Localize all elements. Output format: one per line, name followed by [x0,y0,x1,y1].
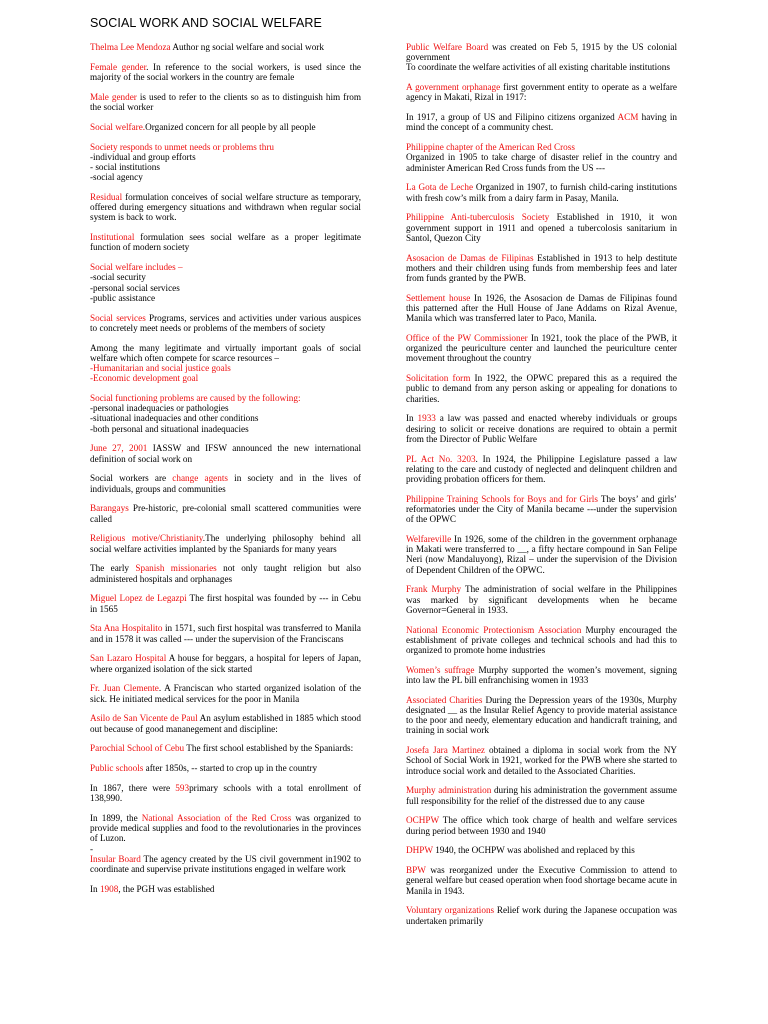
highlighted-term: Fr. Juan Clemente [90,683,159,694]
highlighted-term: PL Act No. 3203 [406,453,476,464]
highlighted-term: Public Welfare Board [406,42,489,52]
highlighted-term: June 27, 2001 [90,443,148,454]
entry-definition: In [406,413,418,424]
highlighted-term: Social welfare. [90,121,146,132]
glossary-entry [406,454,677,485]
glossary-entry [406,534,677,575]
entry-definition: A house for beggars, a hospital for lepers of Japan, where organized isolation of the sick started [90,653,361,674]
highlighted-term: National Economic Protectionism Association [406,624,582,635]
glossary-entry [90,813,361,854]
entry-definition: The boys’ and girls’ reformatories under the City of Manila became ---under the supervision of the OPWC [406,493,677,525]
entry-definition: after 1850s, -- started to crop up in the country [143,763,318,774]
highlighted-term: San Lazaro Hospital [90,653,167,664]
highlighted-term: A government orphanage [406,82,501,93]
entry-text [406,182,677,202]
glossary-entry [406,253,677,284]
glossary-entry [90,884,361,894]
right-column [406,42,677,935]
highlighted-term: Barangays [90,503,129,514]
highlighted-term: Insular Board [90,853,141,864]
entry-text [90,473,361,493]
entry-text [406,534,677,575]
entry-text [90,443,361,463]
left-column [90,42,361,904]
highlighted-term: Residual [90,192,123,202]
entry-text [90,313,361,333]
entry-definition: in society and in the lives of individuals, groups and communities [90,473,361,494]
entry-text [90,854,361,874]
entry-definition: Among the many legitimate and virtually important goals of social welfare which often compete for scarce resources – [90,342,361,363]
glossary-entry [406,494,677,525]
entry-line: - [90,843,94,854]
entry-definition: Pre-historic, pre-colonial small scattered communities were called [90,503,361,524]
highlighted-term: Social welfare includes – [90,262,183,273]
entry-definition: not only taught religion but also administered hospitals and orphanages [90,563,362,584]
glossary-entry [90,343,361,384]
entry-text [90,743,361,753]
entry-definition: is used to refer to the clients so as to distinguish him from the social worker [90,91,361,112]
entry-definition: In 1917, a group of US and Filipino citizens organized [406,112,618,123]
glossary-entry [406,212,677,243]
glossary-entry [90,142,361,183]
glossary-entry [90,122,361,132]
glossary-entry [406,695,677,736]
entry-definition: .The underlying philosophy behind all social welfare activities implanted by the Spaniards for many years [90,533,361,554]
glossary-entry [406,785,677,805]
glossary-entry [90,443,361,463]
highlighted-term: Asilo de San Vicente de Paul [90,713,198,724]
entry-definition: , the PGH was established [118,883,215,894]
glossary-entry [406,845,677,855]
entry-text [90,563,361,583]
entry-text [90,763,361,773]
entry-text [406,454,677,485]
entry-text [406,665,677,685]
entry-definition: In 1922, the OPWC prepared this as a required the public to demand from any person asking or appealing for donations to charities. [406,373,677,404]
highlighted-term: Religious motive/Christianity [90,533,203,544]
highlighted-line: -Humanitarian and social justice goals [90,363,231,374]
entry-text [406,865,677,896]
glossary-entry [90,473,361,493]
entry-definition: In 1926, some of the children in the government orphanage in Makati were transferred to __, a fifty hectare compound in San Felipe Neri (now Mandaluyong), Rizal – under the supervision of the Division of Dependent Children of the OPWC. [406,534,677,575]
entry-text [90,142,361,152]
entry-definition: In 1867, there were [90,783,176,794]
glossary-entry [90,563,361,583]
entry-definition: Established in 1910, it won government support in 1911 and opened a tubercolosis sanitarium in Santol, Quezon City [406,212,677,243]
entry-text [90,884,361,894]
highlighted-term: Miguel Lopez de Legazpi [90,593,187,604]
glossary-entry [406,584,677,615]
highlighted-term: Philippine Training Schools for Boys and for Girls [406,493,598,504]
entry-line: -social security [90,272,146,283]
glossary-entry [90,393,361,434]
highlighted-term: Settlement house [406,292,471,303]
entry-definition: In 1921, took the place of the PWB, it organized the peuriculture center and launched the peuriculture center movement throughout the country [406,333,678,364]
entry-text [406,815,677,835]
entry-definition: Organized in 1907, to furnish child-caring institutions with fresh cow’s milk from a dairy farm in Pasay, Manila. [406,182,677,203]
entry-definition: IASSW and IFSW announced the new international definition of social work on [90,443,361,464]
glossary-entry [90,653,361,673]
entry-text [90,192,361,223]
highlighted-term: Spanish missionaries [135,563,217,574]
highlighted-term: Parochial School of Cebu [90,743,185,754]
entry-text [90,393,361,403]
highlighted-term: Philippine chapter of the American Red Cross [406,142,575,153]
glossary-entry [406,865,677,896]
highlighted-term: Male gender [90,91,137,102]
entry-definition: Programs, services and activities under various auspices to concretely meet needs or problems of the members of society [90,312,361,333]
highlighted-term: Philippine Anti-tuberculosis Society [406,212,550,223]
highlighted-term: OCHPW [406,815,440,826]
entry-text [406,142,677,152]
entry-definition: Social workers are [90,473,173,484]
entry-definition: The first school established by the Spaniards: [184,743,354,754]
highlighted-term: Institutional [90,232,135,243]
entry-line: -situational inadequacies and other conditions [90,413,259,424]
glossary-entry [90,503,361,523]
glossary-entry [90,854,361,874]
glossary-entry [90,533,361,553]
highlighted-term: Social services [90,312,146,323]
entry-definition: 1940, the OCHPW was abolished and replaced by this [432,845,635,856]
entry-line: -individual and group efforts [90,151,196,162]
entry-definition: During the Depression years of the 1930s, Murphy designated __ as the Insular Relief Agency to provide material assistance to the poor and needy, elementary education and handicraft training, and training in social work [406,694,678,736]
entry-definition: first government entity to operate as a welfare agency in Makati, Rizal in 1917: [406,82,677,103]
highlighted-term: La Gota de Leche [406,182,474,193]
highlighted-term: ACM [617,112,639,123]
highlighted-term: Welfareville [406,534,452,545]
glossary-entry [406,625,677,656]
entry-text [406,293,677,324]
highlighted-term: change agents [172,473,228,484]
highlighted-term: 1933 [417,413,436,424]
entry-text [90,783,361,803]
entry-line: -both personal and situational inadequacies [90,423,249,434]
highlighted-term: BPW [406,865,426,876]
entry-text [90,122,361,132]
entry-text [406,625,677,656]
entry-definition: . A Franciscan who started organized isolation of the sick. He initiated medical services for the poor in Manila [90,683,361,704]
entry-text [90,232,361,252]
entry-line: To coordinate the welfare activities of all existing charitable institutions [406,62,670,73]
page-title: SOCIAL WORK AND SOCIAL WELFARE [90,16,322,30]
highlighted-term: Public schools [90,763,144,774]
glossary-entry [90,42,361,52]
glossary-entry [90,313,361,333]
entry-text [406,82,677,102]
entry-text [406,494,677,525]
highlighted-term: Sta Ana Hospitalito [90,623,163,634]
entry-definition: The administration of social welfare in the Philippines was marked by significant developments when he became Governor=General in 1933. [406,584,677,615]
highlighted-term: Associated Charities [406,694,483,705]
entry-text [90,262,361,272]
glossary-entry [90,783,361,803]
entry-definition: An asylum established in 1885 which stood out because of good mananegement and discipline: [90,713,361,734]
highlighted-term: DHPW [406,845,433,856]
glossary-entry [406,112,677,132]
glossary-entry [406,373,677,404]
highlighted-term: Frank Murphy [406,584,462,595]
entry-line: -public assistance [90,292,156,303]
entry-line: Organized in 1905 to take charge of disaster relief in the country and administer American Red Cross funds from the US --- [406,152,677,173]
entry-definition: primary schools with a total enrollment of 138,990. [90,783,362,804]
highlighted-term: Thelma Lee Mendoza [90,42,171,52]
entry-text [90,343,361,363]
entry-text [406,253,677,284]
glossary-entry [406,293,677,324]
entry-definition: The first hospital was founded by --- in Cebu in 1565 [90,593,361,614]
glossary-entry [406,182,677,202]
highlighted-term: National Association of the Red Cross [141,813,292,824]
entry-text [90,683,361,703]
entry-text [90,62,361,82]
highlighted-term: Voluntary organizations [406,905,495,916]
entry-definition: Author ng social welfare and social work [170,42,324,52]
highlighted-term: Society responds to unmet needs or problems thru [90,141,274,152]
entry-definition: was created on Feb 5, 1915 by the US colonial government [406,42,678,63]
glossary-entry [90,192,361,223]
entry-text [90,713,361,733]
entry-text [406,373,677,404]
entry-definition: Relief work during the Japanese occupation was undertaken primarily [406,905,677,926]
entry-definition: a law was passed and enacted whereby individuals or groups desiring to solicit or receive donations are required to obtain a permit from the Director of Public Welfare [406,413,677,444]
glossary-entry [406,745,677,776]
entry-definition: In 1899, the [90,813,142,824]
entry-definition: Organized concern for all people by all people [145,121,316,132]
entry-text [406,785,677,805]
highlighted-term: Social functioning problems are caused by the following: [90,393,301,404]
entry-line: - social institutions [90,162,160,172]
entry-text [90,42,361,52]
highlighted-term: Office of the PW Commissioner [406,333,528,344]
entry-text [90,533,361,553]
glossary-entry [406,333,677,364]
entry-definition: was organized to provide medical supplies and food to the revolutionaries in the provinces of Luzon. [90,813,361,844]
glossary-entry [90,593,361,613]
entry-definition: was reorganized under the Executive Commission to attend to general welfare but ceased operation when food shortage became acute in Manila in 1943. [406,865,677,896]
entry-definition: The agency created by the US civil government in1902 to coordinate and supervise private institutions engaged in welfare work [90,853,362,875]
entry-text [406,413,677,444]
highlighted-term: Women’s suffrage [406,664,475,675]
entry-text [406,584,677,615]
glossary-entry [406,42,677,73]
entry-definition: in 1571, such first hospital was transferred to Manila and in 1578 it was called --- under the supervision of the Franciscans [90,623,362,644]
entry-text [406,745,677,776]
highlighted-term: Josefa Jara Martinez [406,745,485,756]
entry-definition: The early [90,563,136,574]
entry-definition: Murphy encouraged the establishment of private colleges and technical schools and had this to organized to promote home industries [406,624,677,656]
entry-text [406,845,677,855]
highlighted-term: 593 [175,783,190,794]
entry-definition: Murphy supported the women’s movement, signing into law the PL bill enfranchising women in 1933 [406,664,677,686]
entry-text [406,42,677,62]
glossary-entry [406,413,677,444]
highlighted-line: -Economic development goal [90,373,199,384]
glossary-entry [90,262,361,303]
highlighted-term: Solicitation form [406,373,471,384]
glossary-entry [406,815,677,835]
glossary-entry [406,82,677,102]
entry-line: -personal social services [90,282,180,293]
glossary-entry [406,665,677,685]
entry-text [406,333,677,364]
entry-text [90,653,361,673]
glossary-entry [90,763,361,773]
glossary-entry [90,743,361,753]
highlighted-term: Asosacion de Damas de Filipinas [406,252,534,263]
entry-definition: having in mind the concept of a community chest. [406,112,677,133]
entry-line: -personal inadequacies or pathologies [90,403,229,414]
glossary-entry [90,623,361,643]
entry-definition: formulation sees social welfare as a proper legitimate function of modern society [90,232,361,253]
entry-text [406,112,677,132]
entry-text [90,593,361,613]
entry-definition: Established in 1913 to help destitute mothers and their children using funds from membership fees and later from funds granted by the PWB. [406,252,677,284]
glossary-entry [406,905,677,925]
entry-text [406,695,677,736]
glossary-entry [90,683,361,703]
glossary-entry [406,142,677,173]
entry-definition: formulation conceives of social welfare structure as temporary, offered during emergency situations and withdrawn when regular social system is back to work. [90,192,361,223]
entry-definition: . In reference to the social workers, is used since the majority of the social workers in the country are female [90,61,362,82]
entry-text [90,813,361,844]
highlighted-term: Female gender [90,61,147,72]
entry-text [90,92,361,112]
highlighted-term: Murphy administration [406,785,492,796]
entry-definition: . In 1924, the Philippine Legislature passed a law relating to the care and custody of neglected and delinquent children and providing probation officers for them. [406,453,677,485]
entry-definition: In 1926, the Asosacion de Damas de Filipinas found this patterned after the Hull House of Jane Addams on Rizal Avenue, Manila which was transferred later to Paco, Manila. [406,292,677,324]
entry-text [406,905,677,925]
entry-definition: In [90,883,100,894]
entry-text [406,212,677,243]
glossary-entry [90,92,361,112]
glossary-entry [90,713,361,733]
entry-definition: obtained a diploma in social work from the NY School of Social Work in 1921, worked for the PWB where she started to introduce social work and detailed to the Associated Charities. [406,745,677,776]
highlighted-term: 1908 [99,883,119,894]
entry-definition: The office which took charge of health and welfare services during period between 1930 and 1940 [406,815,677,836]
entry-text [90,503,361,523]
glossary-entry [90,62,361,82]
entry-line: -social agency [90,172,143,183]
entry-text [90,623,361,643]
glossary-entry [90,232,361,252]
entry-definition: during his administration the government assume full responsibility for the relief of the distressed due to any cause [406,785,677,806]
